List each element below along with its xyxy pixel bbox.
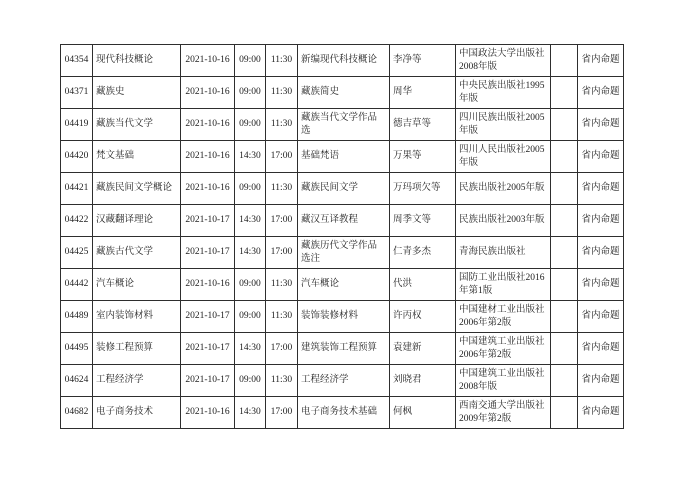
course-name-cell: 室内装饰材料 <box>93 301 181 333</box>
textbook-cell: 藏族历代文学作品选注 <box>298 237 390 269</box>
table-row <box>61 173 624 205</box>
course-name-cell: 现代科技概论 <box>93 45 181 77</box>
author-cell: 周季文等 <box>390 205 456 237</box>
table-row <box>61 205 624 237</box>
textbook-cell: 藏汉互译教程 <box>298 205 390 237</box>
table-row <box>61 141 624 173</box>
course-name-cell: 装修工程预算 <box>93 333 181 365</box>
author-cell: 代洪 <box>390 269 456 301</box>
course-name-cell: 藏族民间文学概论 <box>93 173 181 205</box>
course-name-cell: 汽车概论 <box>93 269 181 301</box>
origin-cell: 省内命题 <box>578 237 624 269</box>
origin-cell: 省内命题 <box>578 173 624 205</box>
table-row <box>61 333 624 365</box>
exam-table-body <box>61 45 624 429</box>
publisher-cell: 中央民族出版社1995年版 <box>456 77 551 109</box>
publisher-cell: 中国政法大学出版社2008年版 <box>456 45 551 77</box>
exam-date-cell: 2021-10-16 <box>181 269 235 301</box>
origin-cell: 省内命题 <box>578 269 624 301</box>
origin-cell: 省内命题 <box>578 205 624 237</box>
end-time-cell: 17:00 <box>266 141 298 173</box>
start-time-cell: 14:30 <box>235 237 266 269</box>
exam-date-cell: 2021-10-16 <box>181 45 235 77</box>
textbook-cell: 基础梵语 <box>298 141 390 173</box>
course-code-cell: 04442 <box>61 269 93 301</box>
end-time-cell: 17:00 <box>266 333 298 365</box>
empty-cell <box>551 173 578 205</box>
course-name-cell: 藏族史 <box>93 77 181 109</box>
course-name-cell: 藏族当代文学 <box>93 109 181 141</box>
exam-date-cell: 2021-10-16 <box>181 77 235 109</box>
course-code-cell: 04624 <box>61 365 93 397</box>
author-cell: 仁青多杰 <box>390 237 456 269</box>
empty-cell <box>551 45 578 77</box>
table-row <box>61 269 624 301</box>
textbook-cell: 建筑装饰工程预算 <box>298 333 390 365</box>
textbook-cell: 藏族简史 <box>298 77 390 109</box>
author-cell: 万果等 <box>390 141 456 173</box>
publisher-cell: 中国建筑工业出版社2006年第2版 <box>456 333 551 365</box>
course-name-cell: 汉藏翻译理论 <box>93 205 181 237</box>
textbook-cell: 汽车概论 <box>298 269 390 301</box>
table-row <box>61 365 624 397</box>
exam-date-cell: 2021-10-16 <box>181 397 235 429</box>
publisher-cell: 民族出版社2005年版 <box>456 173 551 205</box>
publisher-cell: 中国建筑工业出版社2008年版 <box>456 365 551 397</box>
empty-cell <box>551 141 578 173</box>
course-name-cell: 工程经济学 <box>93 365 181 397</box>
end-time-cell: 11:30 <box>266 269 298 301</box>
start-time-cell: 09:00 <box>235 301 266 333</box>
course-name-cell: 梵文基础 <box>93 141 181 173</box>
start-time-cell: 09:00 <box>235 365 266 397</box>
author-cell: 李净等 <box>390 45 456 77</box>
exam-schedule-table <box>60 44 624 429</box>
empty-cell <box>551 269 578 301</box>
author-cell: 袁建新 <box>390 333 456 365</box>
empty-cell <box>551 77 578 109</box>
end-time-cell: 11:30 <box>266 77 298 109</box>
publisher-cell: 西南交通大学出版社2009年第2版 <box>456 397 551 429</box>
course-code-cell: 04420 <box>61 141 93 173</box>
publisher-cell: 民族出版社2003年版 <box>456 205 551 237</box>
empty-cell <box>551 237 578 269</box>
course-code-cell: 04371 <box>61 77 93 109</box>
start-time-cell: 09:00 <box>235 45 266 77</box>
start-time-cell: 14:30 <box>235 141 266 173</box>
course-name-cell: 电子商务技术 <box>93 397 181 429</box>
course-code-cell: 04489 <box>61 301 93 333</box>
textbook-cell: 装饰装修材料 <box>298 301 390 333</box>
course-code-cell: 04421 <box>61 173 93 205</box>
publisher-cell: 四川人民出版社2005年版 <box>456 141 551 173</box>
textbook-cell: 新编现代科技概论 <box>298 45 390 77</box>
end-time-cell: 11:30 <box>266 45 298 77</box>
course-code-cell: 04682 <box>61 397 93 429</box>
exam-date-cell: 2021-10-16 <box>181 141 235 173</box>
textbook-cell: 藏族民间文学 <box>298 173 390 205</box>
publisher-cell: 国防工业出版社2016年第1版 <box>456 269 551 301</box>
start-time-cell: 09:00 <box>235 269 266 301</box>
origin-cell: 省内命题 <box>578 397 624 429</box>
start-time-cell: 09:00 <box>235 77 266 109</box>
origin-cell: 省内命题 <box>578 77 624 109</box>
exam-date-cell: 2021-10-17 <box>181 365 235 397</box>
end-time-cell: 17:00 <box>266 397 298 429</box>
start-time-cell: 09:00 <box>235 109 266 141</box>
empty-cell <box>551 397 578 429</box>
end-time-cell: 17:00 <box>266 237 298 269</box>
table-row <box>61 301 624 333</box>
end-time-cell: 11:30 <box>266 173 298 205</box>
start-time-cell: 14:30 <box>235 205 266 237</box>
publisher-cell: 青海民族出版社 <box>456 237 551 269</box>
origin-cell: 省内命题 <box>578 301 624 333</box>
end-time-cell: 11:30 <box>266 365 298 397</box>
publisher-cell: 四川民族出版社2005年版 <box>456 109 551 141</box>
exam-date-cell: 2021-10-16 <box>181 173 235 205</box>
publisher-cell: 中国建材工业出版社2006年第2版 <box>456 301 551 333</box>
textbook-cell: 藏族当代文学作品选 <box>298 109 390 141</box>
empty-cell <box>551 365 578 397</box>
empty-cell <box>551 109 578 141</box>
table-row <box>61 237 624 269</box>
course-name-cell: 藏族古代文学 <box>93 237 181 269</box>
origin-cell: 省内命题 <box>578 45 624 77</box>
origin-cell: 省内命题 <box>578 141 624 173</box>
origin-cell: 省内命题 <box>578 333 624 365</box>
course-code-cell: 04422 <box>61 205 93 237</box>
author-cell: 刘晓君 <box>390 365 456 397</box>
textbook-cell: 电子商务技术基础 <box>298 397 390 429</box>
table-row <box>61 397 624 429</box>
course-code-cell: 04419 <box>61 109 93 141</box>
course-code-cell: 04495 <box>61 333 93 365</box>
author-cell: 何枫 <box>390 397 456 429</box>
empty-cell <box>551 205 578 237</box>
start-time-cell: 09:00 <box>235 173 266 205</box>
end-time-cell: 17:00 <box>266 205 298 237</box>
exam-date-cell: 2021-10-17 <box>181 333 235 365</box>
end-time-cell: 11:30 <box>266 109 298 141</box>
origin-cell: 省内命题 <box>578 109 624 141</box>
origin-cell: 省内命题 <box>578 365 624 397</box>
author-cell: 德吉草等 <box>390 109 456 141</box>
course-code-cell: 04425 <box>61 237 93 269</box>
author-cell: 万玛项欠等 <box>390 173 456 205</box>
exam-date-cell: 2021-10-16 <box>181 109 235 141</box>
start-time-cell: 14:30 <box>235 333 266 365</box>
course-code-cell: 04354 <box>61 45 93 77</box>
exam-date-cell: 2021-10-17 <box>181 205 235 237</box>
empty-cell <box>551 301 578 333</box>
table-row <box>61 77 624 109</box>
table-row <box>61 109 624 141</box>
author-cell: 许丙权 <box>390 301 456 333</box>
exam-date-cell: 2021-10-17 <box>181 237 235 269</box>
end-time-cell: 11:30 <box>266 301 298 333</box>
author-cell: 周华 <box>390 77 456 109</box>
exam-date-cell: 2021-10-17 <box>181 301 235 333</box>
start-time-cell: 14:30 <box>235 397 266 429</box>
table-row <box>61 45 624 77</box>
empty-cell <box>551 333 578 365</box>
textbook-cell: 工程经济学 <box>298 365 390 397</box>
